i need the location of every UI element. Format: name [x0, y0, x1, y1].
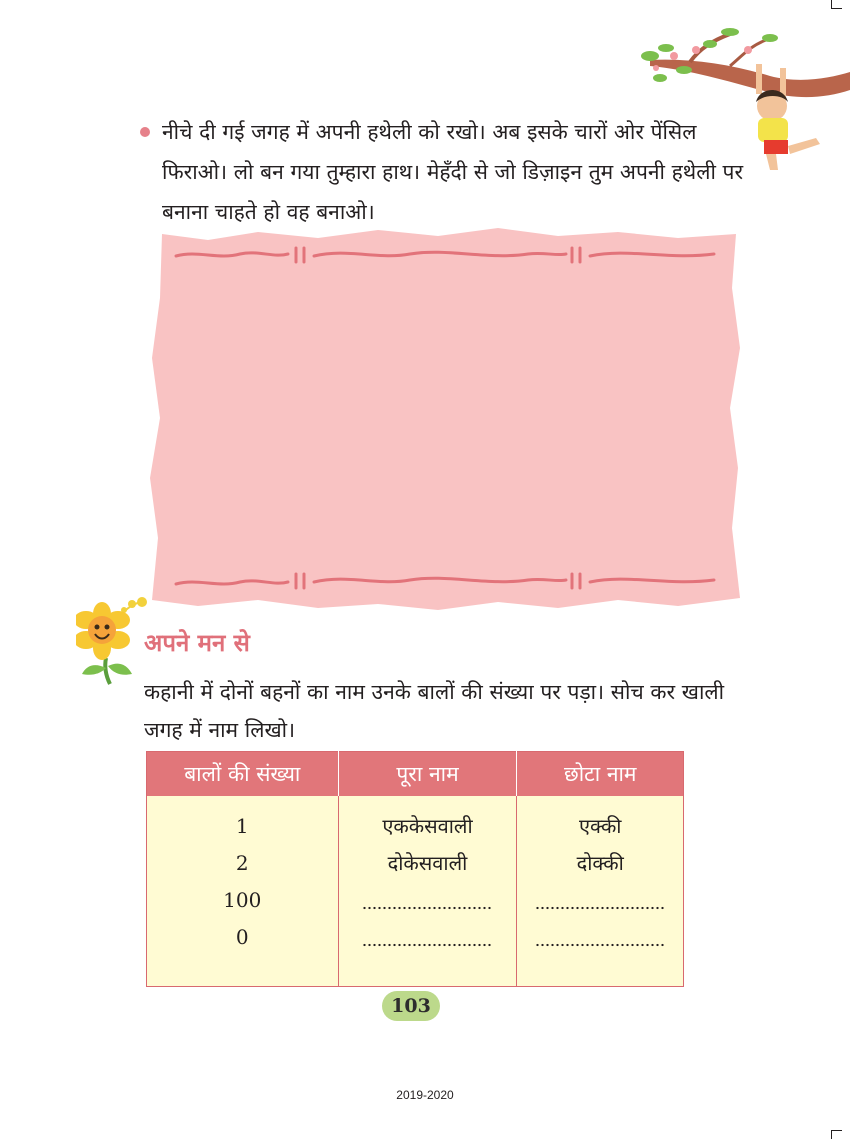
full-name-blank-100[interactable] [340, 882, 516, 919]
hair-count-0: 0 [235, 925, 249, 949]
full-name-column [338, 796, 517, 987]
hair-count-100: 100 [223, 888, 262, 912]
names-table [146, 751, 684, 987]
short-name-blank-100[interactable] [518, 882, 682, 919]
page-number: 103 [382, 991, 440, 1021]
full-name-blank-0[interactable] [340, 919, 516, 956]
header-full-name: पूरा नाम [338, 752, 517, 797]
short-name-blank-0[interactable] [518, 919, 682, 956]
section-body: कहानी में दोनों बहनों का नाम उनके बालों की संख्या पर पड़ा। सोच कर खाली जगह में नाम लिखो। [144, 680, 725, 742]
print-year: 2019-2020 [396, 1088, 454, 1102]
short-name-2: दोक्की [576, 851, 624, 875]
header-hair-count: बालों की संख्या [147, 752, 339, 797]
bullet-icon [140, 127, 150, 137]
table-header-row [147, 752, 684, 797]
instruction-text: नीचे दी गई जगह में अपनी हथेली को रखो। अब इसके चारों ओर पेंसिल फिराओ। लो बन गया तुम्हारा हाथ। मेहँदी से जो डिज़ाइन तुम अपनी हथेली पर बनाना चाहते हो वह बनाओ। [162, 120, 744, 224]
short-name-column [517, 796, 684, 987]
smiling-flower-icon [76, 596, 152, 686]
short-name-1: एक्की [578, 814, 622, 838]
hair-count-1: 1 [235, 814, 249, 838]
palm-drawing-area[interactable] [148, 228, 744, 612]
full-name-2: दोकेसवाली [387, 851, 468, 875]
hair-count-2: 2 [235, 851, 249, 875]
table-row [147, 796, 684, 987]
header-short-name: छोटा नाम [517, 752, 684, 797]
instruction-paragraph [140, 112, 750, 232]
crop-mark-bottom-right [831, 1130, 842, 1139]
hair-count-column [147, 796, 339, 987]
section-heading: अपने मन से [144, 629, 250, 657]
full-name-1: एककेसवाली [382, 814, 473, 838]
crop-mark-top-right [831, 0, 842, 9]
